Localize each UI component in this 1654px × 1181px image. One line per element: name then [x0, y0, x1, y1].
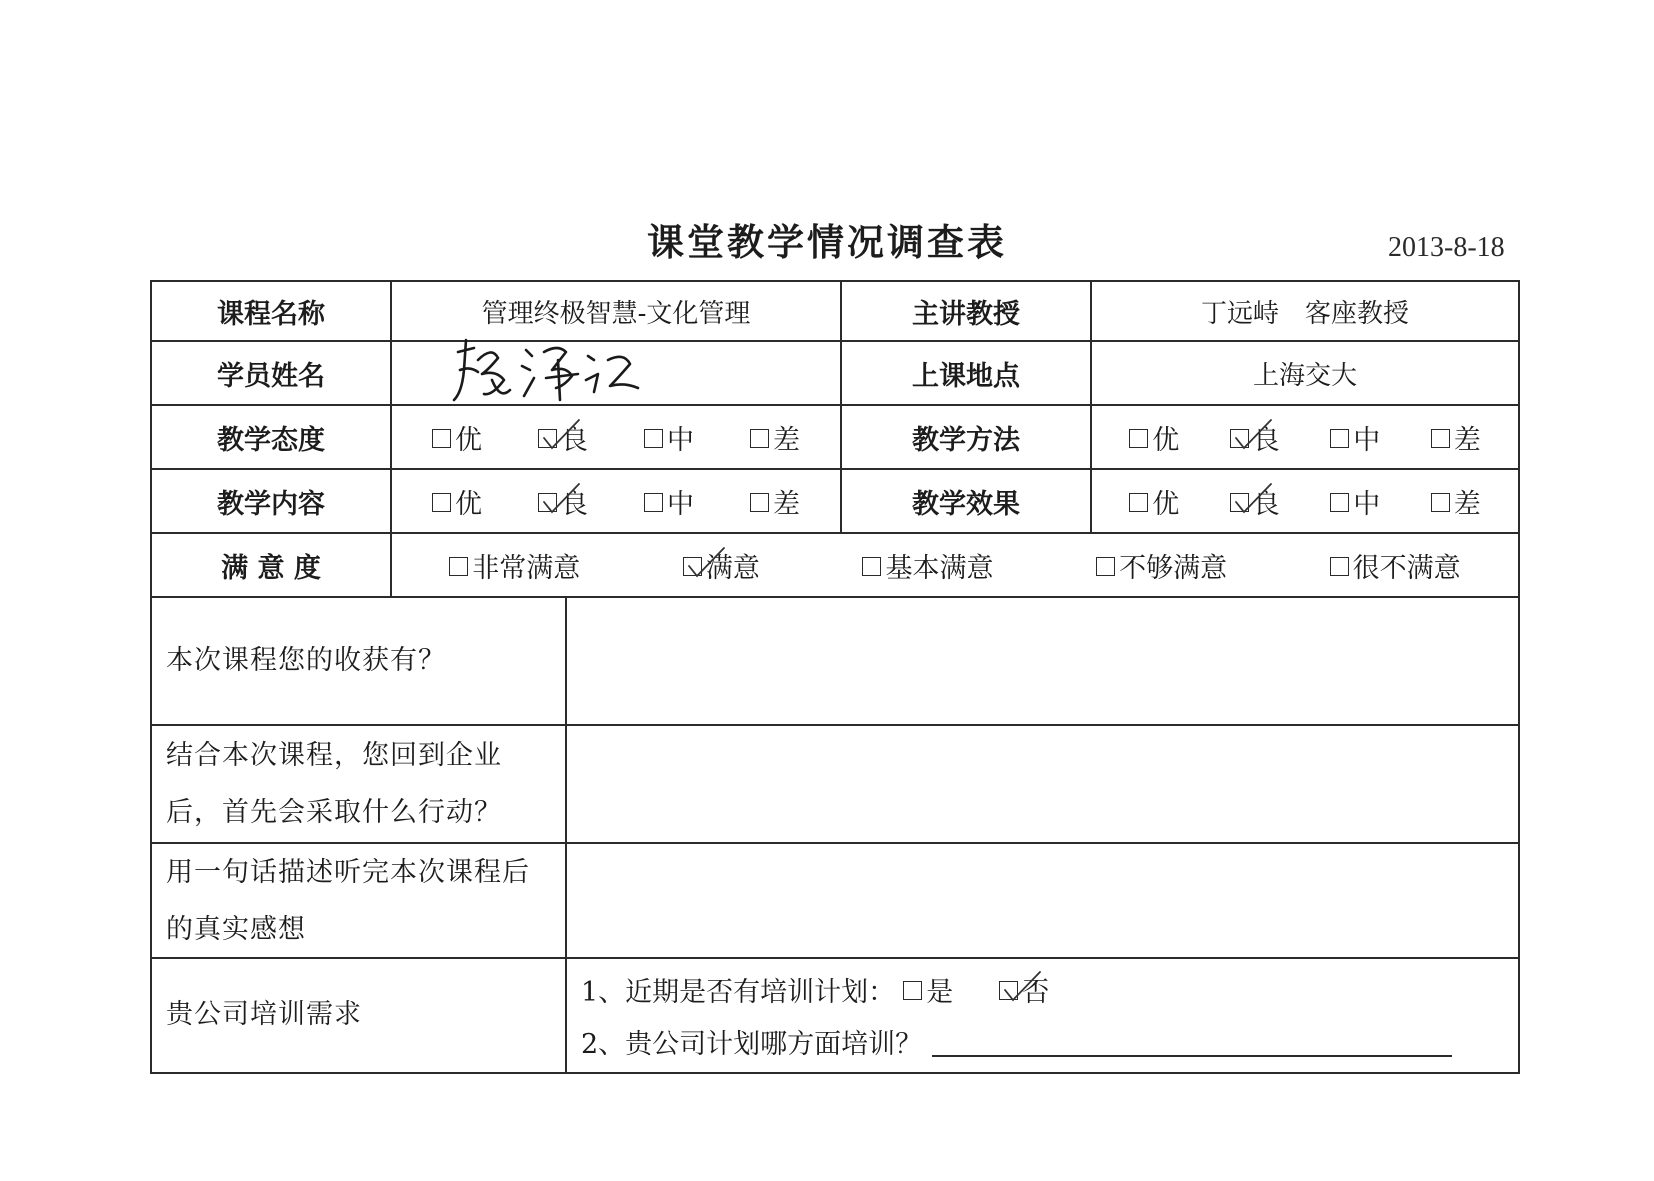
checkbox[interactable] [903, 981, 922, 1000]
teaching-effect-label: 教学效果 [842, 470, 1092, 532]
location-value[interactable]: 上海交大 [1252, 360, 1357, 391]
option-label: 差 [1453, 424, 1481, 456]
rating-option-1[interactable] [432, 418, 482, 457]
course-name-value[interactable]: 管理终极智慧-文化管理 [392, 282, 842, 340]
checkbox-checked[interactable] [538, 493, 557, 512]
checkbox-checked[interactable] [1230, 493, 1249, 512]
option-label: 中 [1353, 488, 1381, 520]
option-label: 优 [1152, 424, 1180, 456]
training-plan-option-2[interactable] [999, 970, 1049, 1009]
checkbox[interactable] [1330, 557, 1349, 576]
option-label: 基本满意 [885, 552, 994, 584]
rating-option-3[interactable] [644, 418, 694, 457]
course-name-label: 课程名称 [152, 282, 392, 340]
teaching-attitude-options [392, 406, 842, 468]
lecturer-label: 主讲教授 [842, 282, 1092, 340]
option-label: 差 [773, 424, 800, 456]
option-label: 中 [667, 424, 694, 456]
satisfaction-label: 满 意 度 [152, 534, 392, 596]
option-label: 满意 [705, 552, 760, 584]
option-label: 良 [1252, 424, 1280, 456]
satisfaction-row [152, 534, 1518, 598]
option-label: 良 [561, 424, 588, 456]
rating-option-2[interactable] [538, 418, 588, 457]
form-title: 课堂教学情况调查表 [647, 221, 1007, 264]
question-gain-label: 本次课程您的收获有？ [152, 598, 567, 724]
checkbox[interactable] [644, 493, 663, 512]
checkbox[interactable] [1129, 493, 1148, 512]
rating-option-2[interactable] [1230, 482, 1280, 521]
satisfaction-options [392, 534, 1518, 596]
rating-row-1 [152, 406, 1518, 470]
checkbox[interactable] [750, 493, 769, 512]
option-label: 差 [1453, 488, 1481, 520]
training-topic-input[interactable] [932, 1027, 1452, 1057]
teaching-attitude-label: 教学态度 [152, 406, 392, 468]
checkbox-checked[interactable] [683, 557, 702, 576]
question-row-3 [152, 844, 1518, 959]
rating-option-1[interactable] [1129, 418, 1179, 457]
rating-option-2[interactable] [1230, 418, 1280, 457]
checkbox[interactable] [1096, 557, 1115, 576]
checkbox-checked[interactable] [999, 981, 1018, 1000]
teaching-effect-options [1092, 470, 1518, 532]
teaching-method-label: 教学方法 [842, 406, 1092, 468]
question-feeling-answer[interactable] [567, 844, 1518, 957]
rating-option-4[interactable] [750, 482, 800, 521]
rating-option-3[interactable] [1330, 418, 1380, 457]
satisfaction-option-2[interactable] [683, 546, 760, 585]
student-name-label: 学员姓名 [152, 342, 392, 404]
satisfaction-option-5[interactable] [1330, 546, 1461, 585]
option-label: 中 [1353, 424, 1381, 456]
training-topic-question: 2、贵公司计划哪方面培训？ [581, 1029, 923, 1060]
teaching-method-options [1092, 406, 1518, 468]
checkbox[interactable] [1330, 493, 1349, 512]
training-plan-line [581, 964, 1518, 1016]
question-action-answer[interactable] [567, 726, 1518, 842]
teaching-content-label: 教学内容 [152, 470, 392, 532]
option-label: 中 [667, 488, 694, 520]
checkbox[interactable] [432, 493, 451, 512]
form-date: 2013-8-18 [1388, 232, 1505, 263]
checkbox[interactable] [1431, 429, 1450, 448]
checkbox[interactable] [1330, 429, 1349, 448]
option-label: 否 [1022, 977, 1050, 1008]
option-label: 优 [455, 488, 482, 520]
checkbox[interactable] [449, 557, 468, 576]
option-label: 优 [455, 424, 482, 456]
satisfaction-option-1[interactable] [449, 546, 580, 585]
checkbox[interactable] [750, 429, 769, 448]
rating-option-1[interactable] [1129, 482, 1179, 521]
satisfaction-option-3[interactable] [862, 546, 993, 585]
rating-option-3[interactable] [644, 482, 694, 521]
checkbox[interactable] [1129, 429, 1148, 448]
question-row-2 [152, 726, 1518, 844]
option-label: 很不满意 [1352, 552, 1461, 584]
question-row-1 [152, 598, 1518, 726]
question-action-label: 结合本次课程，您回到企业后，首先会采取什么行动？ [152, 726, 567, 842]
lecturer-value[interactable]: 丁远峙 客座教授 [1200, 298, 1409, 329]
checkbox[interactable] [1431, 493, 1450, 512]
question-gain-answer[interactable] [567, 598, 1518, 724]
rating-option-2[interactable] [538, 482, 588, 521]
rating-option-4[interactable] [1431, 418, 1481, 457]
rating-option-4[interactable] [1431, 482, 1481, 521]
student-row [152, 342, 1518, 406]
checkbox[interactable] [432, 429, 451, 448]
training-needs-label: 贵公司培训需求 [152, 959, 567, 1072]
teaching-content-options [392, 470, 842, 532]
location-label: 上课地点 [842, 342, 1092, 404]
training-topic-line [581, 1016, 1518, 1068]
question-feeling-label: 用一句话描述听完本次课程后的真实感想 [152, 844, 567, 957]
checkbox-checked[interactable] [538, 429, 557, 448]
training-needs-answer [567, 959, 1518, 1072]
survey-table [150, 280, 1520, 1074]
rating-row-2 [152, 470, 1518, 534]
option-label: 非常满意 [472, 552, 581, 584]
option-label: 是 [926, 977, 954, 1008]
option-label: 良 [561, 488, 588, 520]
rating-option-1[interactable] [432, 482, 482, 521]
option-label: 不够满意 [1119, 552, 1228, 584]
option-label: 差 [773, 488, 800, 520]
checkbox[interactable] [644, 429, 663, 448]
option-label: 良 [1252, 488, 1280, 520]
option-label: 优 [1152, 488, 1180, 520]
rating-option-3[interactable] [1330, 482, 1380, 521]
training-plan-question: 1、近期是否有培训计划： [581, 977, 896, 1008]
checkbox[interactable] [862, 557, 881, 576]
checkbox-checked[interactable] [1230, 429, 1249, 448]
course-row [152, 282, 1518, 342]
satisfaction-option-4[interactable] [1096, 546, 1227, 585]
training-row [152, 959, 1518, 1072]
rating-option-4[interactable] [750, 418, 800, 457]
handwritten-signature [448, 330, 648, 410]
training-plan-option-1[interactable] [903, 970, 953, 1009]
